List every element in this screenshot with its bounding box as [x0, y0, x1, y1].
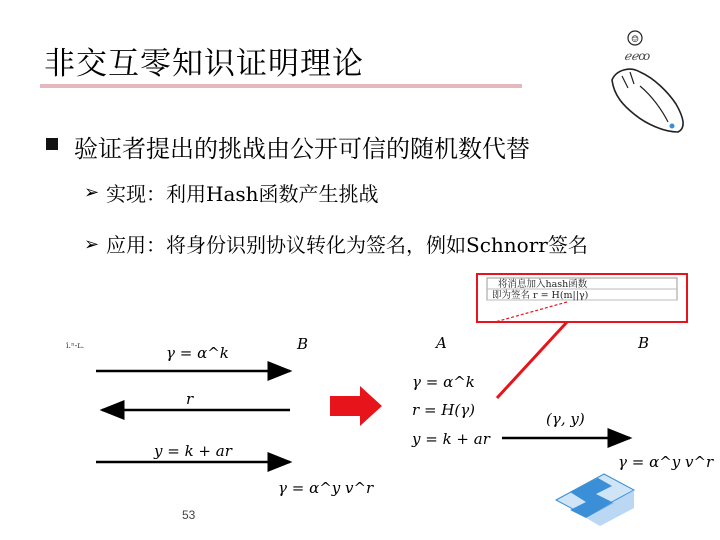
- left-verify: γ = α^y v^r: [278, 479, 374, 497]
- main-bullet-text: 验证者提出的挑战由公开可信的随机数代替: [74, 135, 530, 163]
- svg-text:☺: ☺: [631, 35, 640, 45]
- transform-arrow-icon: [330, 386, 382, 426]
- left-small-label: i.ⁿ-ʟ.: [66, 341, 85, 350]
- note-connector: [497, 322, 567, 398]
- page-title: 非交互零知识证明理论: [44, 46, 364, 82]
- sub-bullet-application: 应用：将身份识别协议转化为签名，例如Schnorr签名: [106, 233, 588, 257]
- right-step-1: γ = α^k: [412, 373, 475, 391]
- right-step-2: r = H(γ): [412, 401, 476, 419]
- right-verify: γ = α^y v^r: [618, 453, 714, 471]
- university-logo-icon: [556, 474, 634, 526]
- left-party-b: B: [297, 335, 309, 353]
- right-party-a: A: [436, 334, 447, 352]
- left-message-3: y = k + ar: [154, 442, 232, 460]
- note-line-2: 即为签名 r = H(m||γ): [492, 290, 589, 301]
- right-party-b: B: [638, 334, 650, 352]
- right-sent-message: (γ, y): [546, 410, 585, 428]
- left-message-2: r: [186, 390, 194, 408]
- svg-text:ℯℯꝏ: ℯℯꝏ: [624, 49, 651, 63]
- sub-bullet-arrow-icon: ➢: [84, 234, 100, 255]
- page-number: 53: [182, 508, 196, 522]
- sub-bullet-arrow-icon: ➢: [84, 182, 100, 203]
- right-step-3: y = k + ar: [412, 430, 490, 448]
- hand-holding-text-icon: [612, 31, 683, 132]
- note-line-1: 将消息加入hash函数: [498, 279, 588, 290]
- sub-bullet-implementation: 实现：利用Hash函数产生挑战: [106, 182, 379, 206]
- left-message-1: γ = α^k: [166, 344, 229, 362]
